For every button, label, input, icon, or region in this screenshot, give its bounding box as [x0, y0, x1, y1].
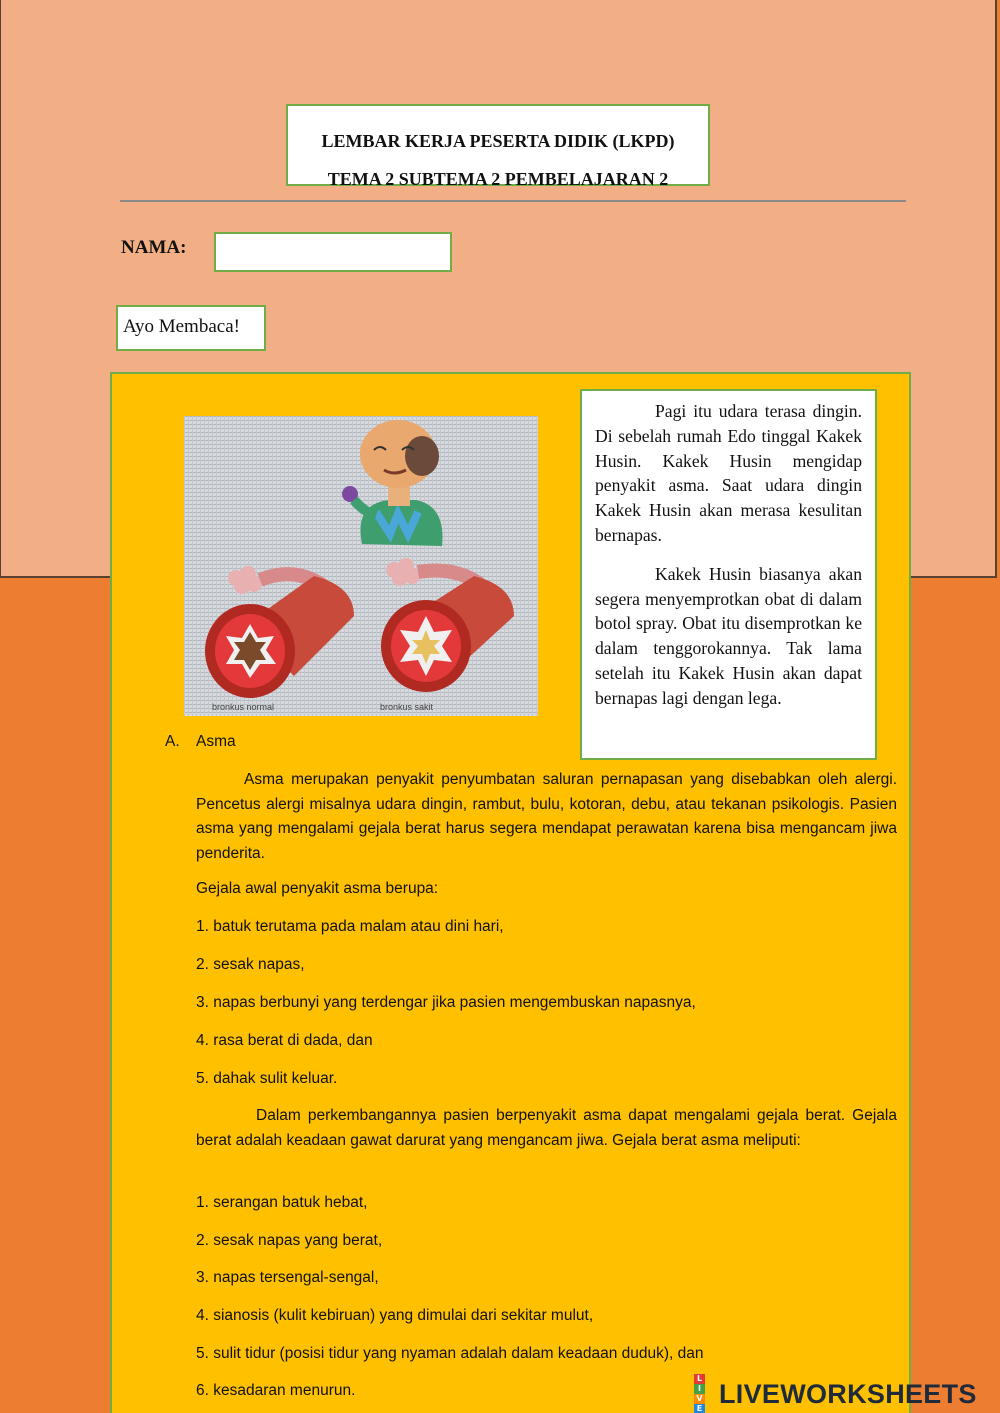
story-paragraph-1: Pagi itu udara terasa dingin. Di sebelah rumah Edo tinggal Kakek Husin. Kakek Husin mengidap penyakit asma. Saat udara dingin Kakek Husin akan merasa kesulitan bernapas.: [595, 401, 862, 545]
caption-bronchus-sick: bronkus sakit: [380, 702, 434, 712]
asthma-illustration: [184, 416, 538, 716]
title-line-1: LEMBAR KERJA PESERTA DIDIK (LKPD): [321, 131, 675, 151]
early-symptom-item: 1. batuk terutama pada malam atau dini hari,: [196, 918, 504, 935]
severe-symptom-item: 6. kesadaran menurun.: [196, 1382, 356, 1399]
logo-letter-v: V: [694, 1394, 705, 1404]
severe-symptom-item: 5. sulit tidur (posisi tidur yang nyaman adalah dalam keadaan duduk), dan: [196, 1345, 704, 1362]
intro-paragraph: Asma merupakan penyakit penyumbatan saluran pernapasan yang disebabkan oleh alergi. Pencetus alergi misalnya udara dingin, rambut, bulu, kotoran, debu, atau tekanan psikologis. Pasien asma yang mengalami gejala berat harus segera mendapat perawatan karena bisa mengancam jiwa penderita.: [196, 771, 897, 862]
logo-letter-e: E: [694, 1404, 705, 1413]
early-symptom-item: 2. sesak napas,: [196, 956, 305, 973]
logo-letter-i: I: [694, 1384, 705, 1394]
severe-symptom-item: 1. serangan batuk hebat,: [196, 1194, 368, 1211]
nama-label: NAMA:: [121, 237, 187, 258]
caption-bronchus-normal: bronkus normal: [212, 702, 275, 712]
liveworksheets-logo-icon: [694, 1374, 716, 1413]
liveworksheets-logo-text: LIVEWORKSHEETS: [719, 1378, 977, 1409]
early-symptom-item: 5. dahak sulit keluar.: [196, 1070, 338, 1087]
section-number: A.: [165, 733, 180, 750]
severe-symptom-item: 2. sesak napas yang berat,: [196, 1232, 383, 1249]
section-title: Asma: [196, 733, 236, 750]
ayo-membaca-label: Ayo Membaca!: [116, 305, 266, 351]
severe-symptoms-paragraph: Dalam perkembangannya pasien berpenyakit asma dapat mengalami gejala berat. Gejala berat adalah keadaan gawat darurat yang mengancam jiwa. Gejala berat asma meliputi:: [196, 1107, 897, 1149]
divider-line: [120, 200, 906, 202]
logo-letter-l: L: [694, 1374, 705, 1384]
section-heading: [165, 733, 236, 751]
early-symptom-item: 3. napas berbunyi yang terdengar jika pasien mengembuskan napasnya,: [196, 994, 696, 1011]
severe-symptom-item: 3. napas tersengal-sengal,: [196, 1269, 379, 1286]
early-symptom-item: 4. rasa berat di dada, dan: [196, 1032, 373, 1049]
title-line-2: TEMA 2 SUBTEMA 2 PEMBELAJARAN 2: [327, 169, 669, 189]
early-symptoms-heading: Gejala awal penyakit asma berupa:: [196, 880, 439, 897]
severe-symptom-item: 4. sianosis (kulit kebiruan) yang dimulai dari sekitar mulut,: [196, 1307, 594, 1324]
story-box: [580, 389, 877, 760]
nama-input[interactable]: [214, 232, 452, 272]
worksheet-title-box: [286, 104, 710, 189]
liveworksheets-logo[interactable]: [694, 1374, 977, 1413]
story-paragraph-2: Kakek Husin biasanya akan segera menyemprotkan obat di dalam botol spray. Obat itu disemprotkan ke dalam tenggorokannya. Tak lama setelah itu Kakek Husin akan dapat bernapas lagi dengan lega.: [595, 563, 862, 708]
